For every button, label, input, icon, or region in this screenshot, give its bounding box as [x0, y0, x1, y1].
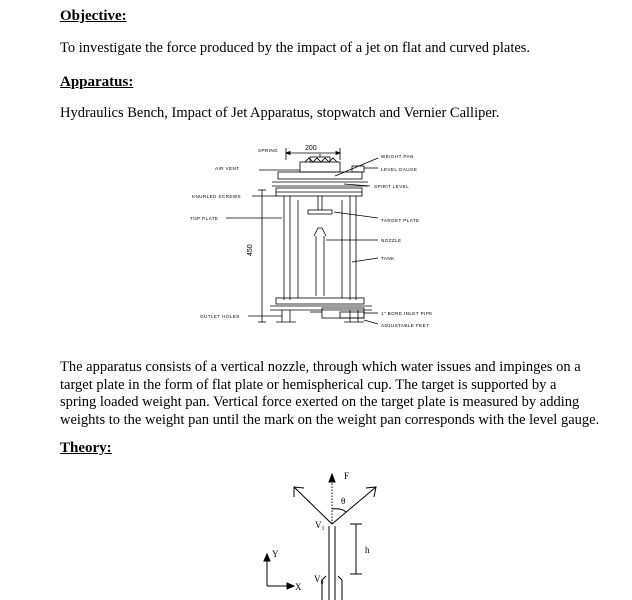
apparatus-heading: Apparatus:	[60, 74, 134, 90]
label-nozzle: NOZZLE	[381, 238, 402, 243]
label-top-plate: TOP PLATE	[190, 216, 219, 221]
label-axis-x: X	[295, 582, 302, 592]
label-spring: SPRING	[258, 148, 279, 153]
objective-text: To investigate the force produced by the impact of a jet on flat and curved plates.	[60, 40, 531, 56]
label-force-F: F	[344, 471, 350, 481]
label-air-vent: AIR VENT	[215, 166, 240, 171]
label-adjustable-feet: ADJUSTABLE FEET	[381, 323, 430, 328]
description-line: spring loaded weight pan. Vertical force exerted on the target plate is measured by adding	[60, 394, 580, 410]
description-line: target plate in the form of flat plate or hemispherical cup. The target is supported by a	[60, 376, 557, 393]
label-spirit-level: SPIRIT LEVEL	[374, 184, 410, 189]
label-level-gauge: LEVEL GAUGE	[381, 167, 418, 172]
apparatus-text: Hydraulics Bench, Impact of Jet Apparatus, stopwatch and Vernier Calliper.	[60, 105, 500, 121]
label-v1: V₁	[315, 520, 325, 530]
label-angle-theta: θ	[341, 496, 346, 506]
label-height-h: h	[365, 545, 370, 555]
objective-heading: Objective:	[60, 8, 127, 24]
description-line: weights to the weight pan until the mark on the weight pan corresponds with the level gauge.	[60, 411, 600, 428]
description-line: The apparatus consists of a vertical nozzle, through which water issues and impinges on a	[60, 359, 581, 375]
label-target-plate: TARGET PLATE	[381, 218, 420, 223]
label-axis-y: Y	[272, 549, 279, 559]
dimension-200: 200	[305, 145, 317, 152]
dimension-450: 450	[247, 244, 254, 256]
label-weight-pan: WEIGHT PAN	[381, 154, 414, 159]
label-knurled-screws: KNURLED SCREWS	[192, 194, 241, 199]
label-v0: V₀	[314, 574, 324, 584]
theory-heading: Theory:	[60, 440, 112, 456]
label-outlet-holes: OUTLET HOLES	[200, 314, 240, 319]
label-tank: TANK	[381, 256, 395, 261]
label-inlet-pipe: 1" BORE INLET PIPE	[381, 311, 433, 316]
